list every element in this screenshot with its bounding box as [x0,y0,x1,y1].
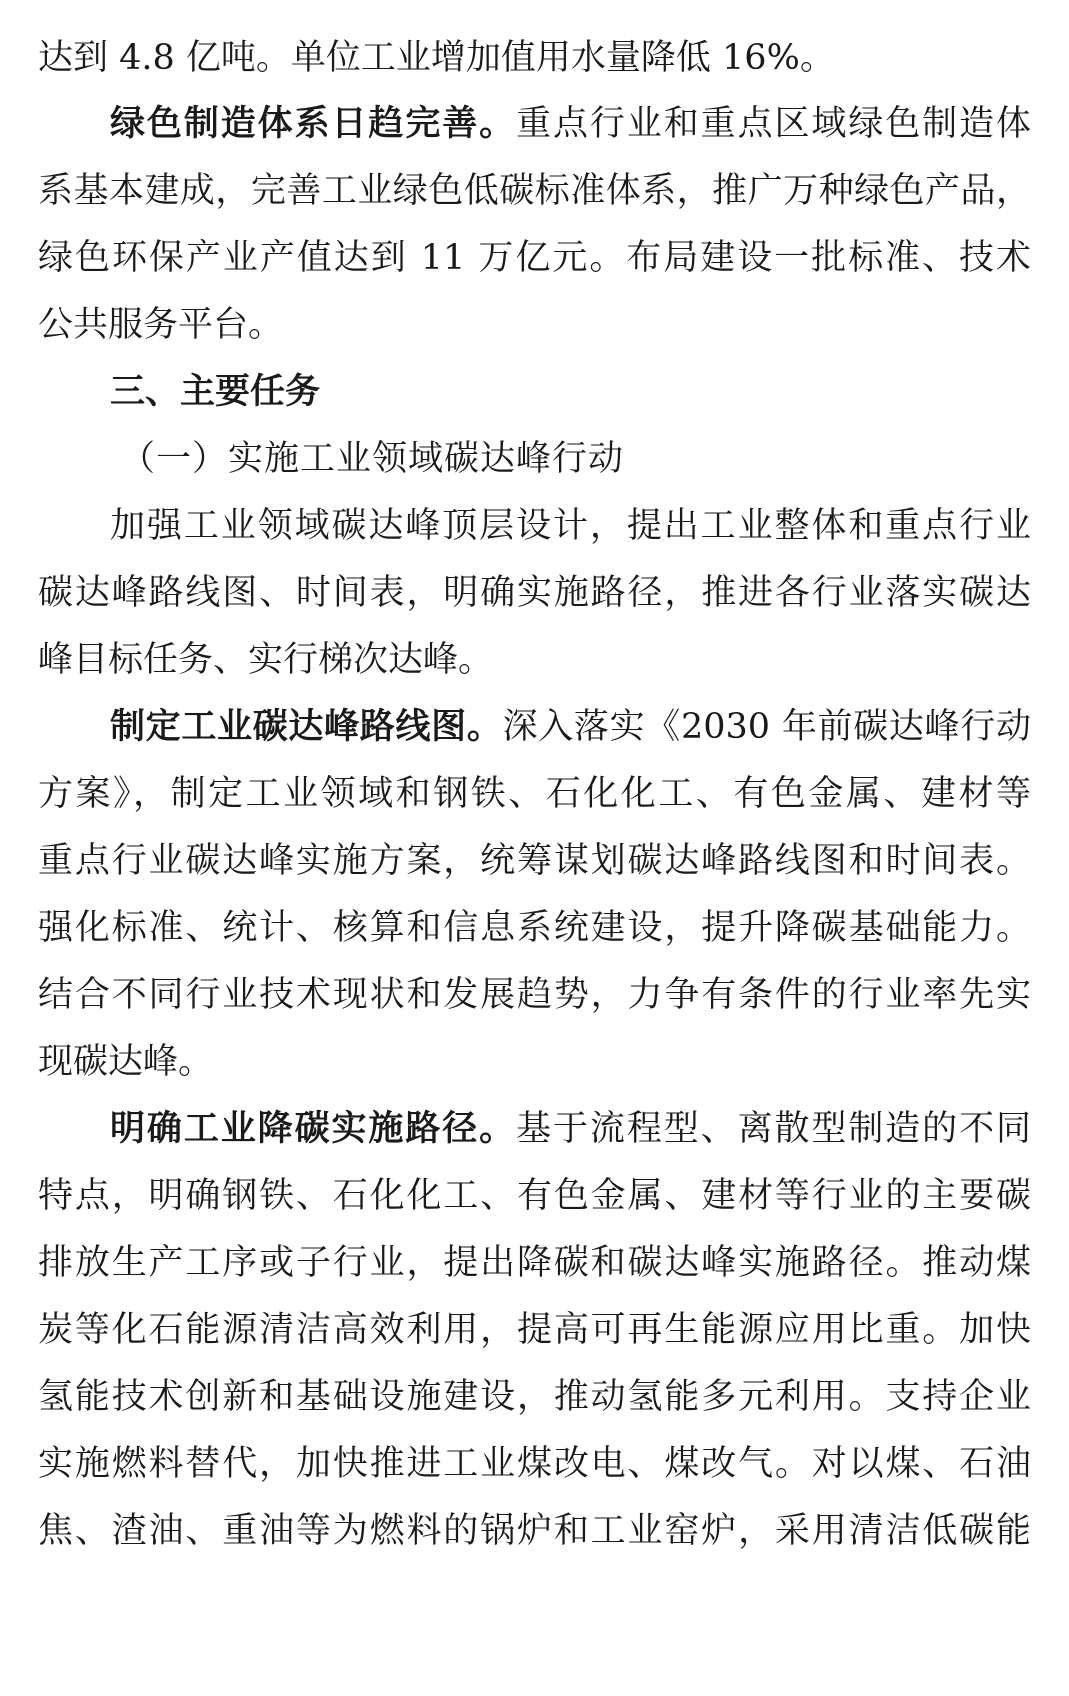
text-line: 达到 4.8 亿吨。单位工业增加值用水量降低 16%。 [38,38,835,78]
paragraph-line [38,1361,1031,1433]
text-line: 现碳达峰。 [38,1042,214,1082]
paragraph-line [38,1294,1031,1366]
text-line: 碳达峰路线图、时间表，明确实施路径，推进各行业落实碳达 [38,573,1031,613]
text-line: 加强工业领域碳达峰顶层设计，提出工业整体和重点行业 [110,506,1031,546]
paragraph-line [110,88,1031,160]
text-line: 基于流程型、离散型制造的不同 [516,1109,1031,1149]
paragraph-line [38,1227,1031,1299]
paragraph-line [38,758,1031,830]
paragraph-line [110,1093,1031,1165]
paragraph-line [38,222,1031,294]
paragraph-line [38,289,1031,361]
text-line: 实施燃料替代，加快推进工业煤改电、煤改气。对以煤、石油 [38,1444,1031,1484]
text-line: 焦、渣油、重油等为燃料的锅炉和工业窑炉，采用清洁低碳能 [38,1511,1031,1551]
text-line: 公共服务平台。 [38,305,284,345]
text-line: 深入落实《2030 年前碳达峰行动 [502,707,1031,747]
paragraph-line [110,490,1031,562]
text-line: 绿色环保产业产值达到 11 万亿元。布局建设一批标准、技术 [38,238,1031,278]
section-heading-text: 三、主要任务 [110,372,321,412]
sub-heading-text: （一）实施工业领域碳达峰行动 [120,439,625,479]
text-line: 强化标准、统计、核算和信息系统建设，提升降碳基础能力。 [38,908,1031,948]
text-line: 氢能技术创新和基础设施建设，推动氢能多元利用。支持企业 [38,1377,1031,1417]
text-line: 特点，明确钢铁、石化化工、有色金属、建材等行业的主要碳 [38,1176,1031,1216]
paragraph-line [38,22,1031,94]
paragraph-line [38,1160,1031,1232]
section-heading [110,356,1031,428]
paragraph-line [110,691,1031,763]
paragraph-line [38,825,1031,897]
paragraph-line [38,959,1031,1031]
text-line: 系基本建成，完善工业绿色低碳标准体系，推广万种绿色产品， [38,171,1031,211]
text-line: 重点行业和重点区域绿色制造体 [516,104,1031,144]
paragraph-line [38,1026,1031,1098]
text-line: 方案》，制定工业领域和钢铁、石化化工、有色金属、建材等 [38,774,1031,814]
text-line: 炭等化石能源清洁高效利用，提高可再生能源应用比重。加快 [38,1310,1031,1350]
paragraph-line [38,1428,1031,1500]
paragraph-line [38,892,1031,964]
text-line: 重点行业碳达峰实施方案，统筹谋划碳达峰路线图和时间表。 [38,841,1031,881]
paragraph-line [38,155,1031,227]
text-line: 峰目标任务、实行梯次达峰。 [38,640,494,680]
paragraph-line [38,1495,1031,1567]
paragraph-line [38,624,1031,696]
bold-lead-text: 绿色制造体系日趋完善。 [110,103,517,144]
text-line: 排放生产工序或子行业，提出降碳和碳达峰实施路径。推动煤 [38,1243,1031,1283]
bold-lead-text: 明确工业降碳实施路径。 [110,1108,517,1149]
text-line: 结合不同行业技术现状和发展趋势，力争有条件的行业率先实 [38,975,1031,1015]
sub-heading [120,423,1031,495]
paragraph-line [38,557,1031,629]
bold-lead-text: 制定工业碳达峰路线图。 [110,706,503,747]
